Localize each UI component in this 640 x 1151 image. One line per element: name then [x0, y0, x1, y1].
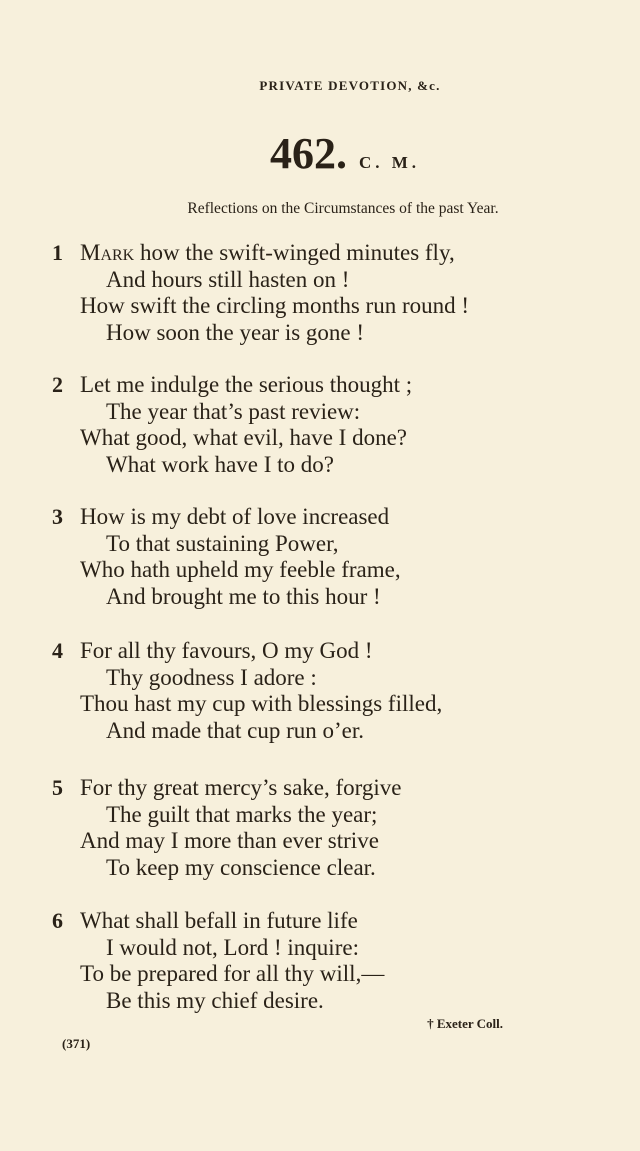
- hymn-subtitle: Reflections on the Circumstances of the past Year.: [187, 200, 499, 217]
- stanza-line: What work have I to do?: [106, 451, 335, 477]
- stanza-line: Who hath upheld my feeble frame,: [80, 557, 401, 582]
- stanza-line: And brought me to this hour !: [106, 583, 381, 609]
- stanza-line: Be this my chief desire.: [106, 987, 324, 1013]
- stanza-line: To that sustaining Power,: [106, 530, 339, 556]
- stanza-line: And made that cup run o’er.: [106, 717, 365, 743]
- stanza-number: 3: [52, 504, 63, 529]
- hymn-heading: [0, 128, 640, 179]
- stanza-line: How swift the circling months run round !: [80, 293, 470, 318]
- stanza-line: To keep my conscience clear.: [106, 854, 376, 880]
- stanza-number: 6: [52, 908, 63, 933]
- stanza-number: 4: [52, 638, 63, 663]
- stanza-line: And may I more than ever strive: [80, 828, 379, 853]
- stanza-line: For thy great mercy’s sake, forgive: [80, 775, 402, 800]
- stanza-line: Thy goodness I adore :: [106, 664, 317, 690]
- stanza-line: [80, 240, 612, 267]
- stanza-2: [52, 372, 612, 478]
- page-number: (371): [62, 1036, 91, 1051]
- stanza-line: The year that’s past review:: [106, 398, 361, 424]
- running-head: PRIVATE DEVOTION, &c.: [259, 78, 441, 93]
- stanza-line: Let me indulge the serious thought ;: [80, 372, 413, 397]
- stanza-line: Thou hast my cup with blessings filled,: [80, 691, 443, 716]
- stanza-number: 2: [52, 372, 63, 397]
- stanza-line: To be prepared for all thy will,—: [80, 961, 385, 986]
- stanza-line: I would not, Lord ! inquire:: [106, 934, 359, 960]
- stanza-line: What good, what evil, have I done?: [80, 425, 407, 450]
- stanza-1: [52, 240, 612, 346]
- stanza-number: 1: [52, 240, 63, 265]
- stanza-line-rest: how the swift-winged minutes fly,: [134, 240, 455, 265]
- stanza-line: The guilt that marks the year;: [106, 801, 378, 827]
- stanza-line: How soon the year is gone !: [106, 319, 365, 345]
- stanza-first-word: Mark: [80, 240, 135, 265]
- attribution: † Exeter Coll.: [427, 1016, 503, 1031]
- stanza-number: 5: [52, 775, 63, 800]
- stanza-4: [52, 638, 612, 744]
- stanza-line: What shall befall in future life: [80, 908, 358, 933]
- hymn-meter: C. M.: [358, 153, 421, 172]
- stanza-line: And hours still hasten on !: [106, 266, 350, 292]
- stanza-line: For all thy favours, O my God !: [80, 638, 373, 663]
- stanza-line: How is my debt of love increased: [80, 504, 390, 529]
- hymn-number: 462.: [269, 129, 347, 178]
- stanza-6: [52, 908, 612, 1014]
- stanza-5: [52, 775, 612, 881]
- stanza-3: [52, 504, 612, 610]
